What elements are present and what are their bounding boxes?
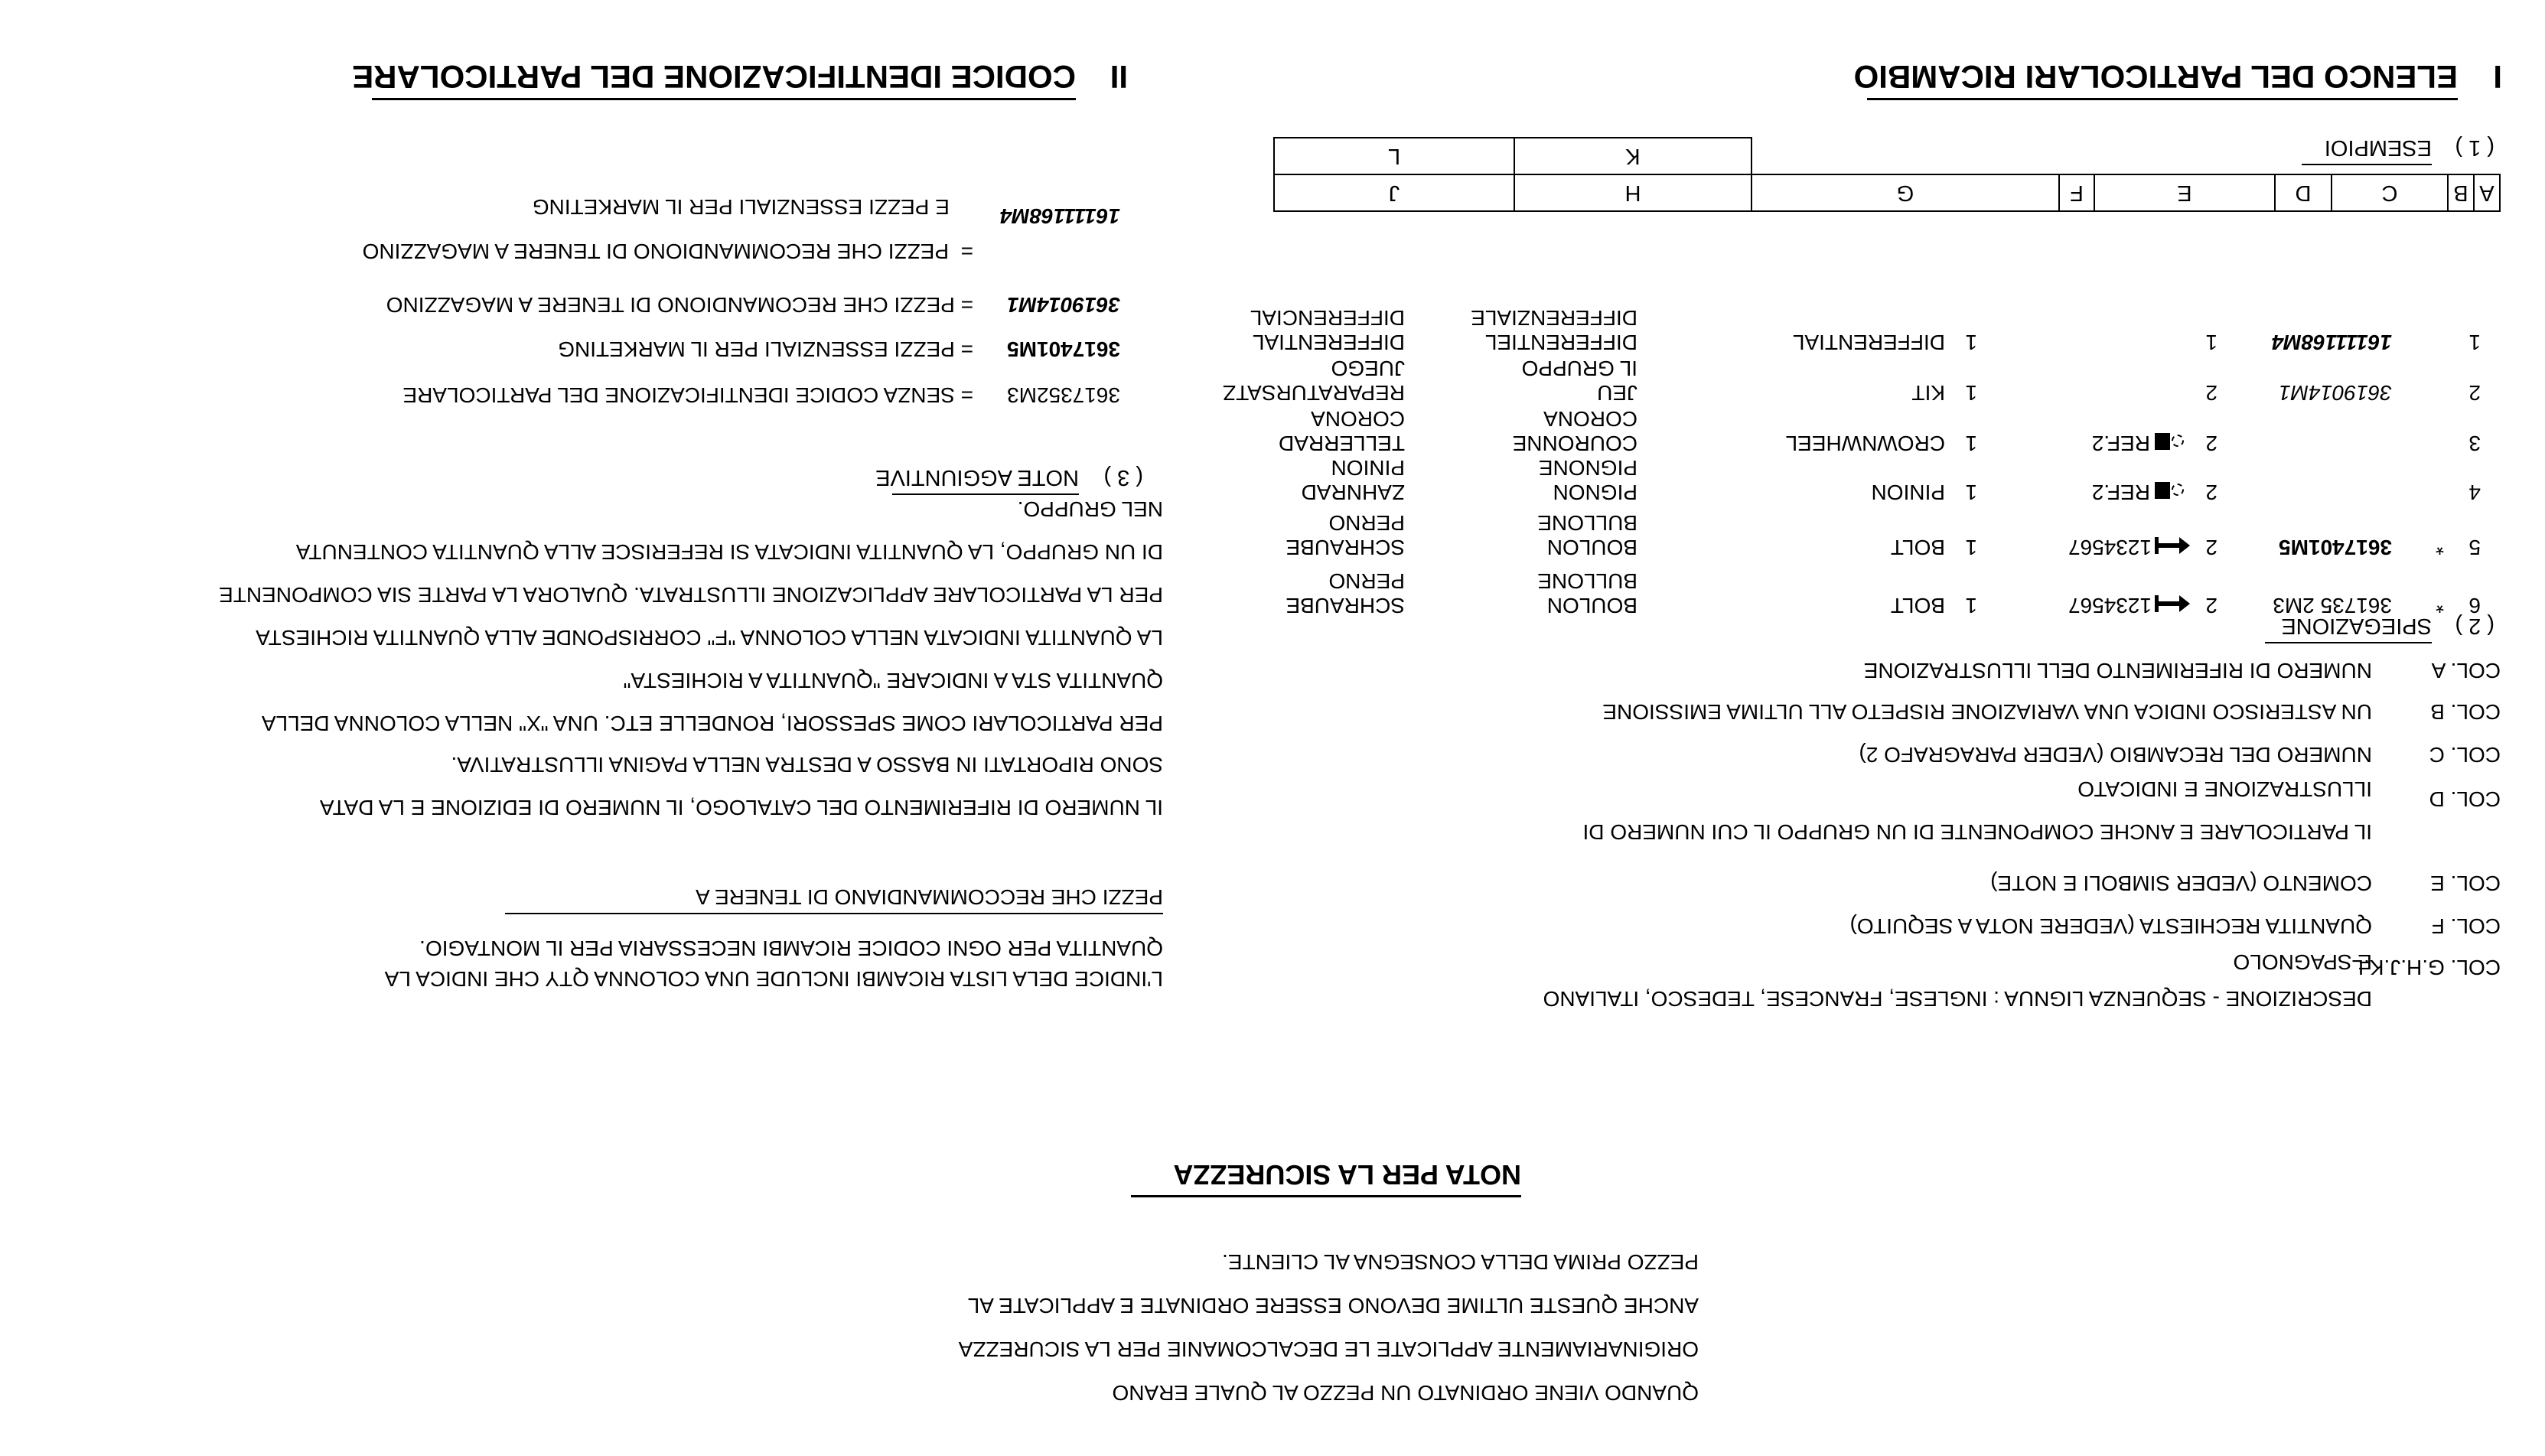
row-6-b: * xyxy=(2436,594,2444,617)
row-1-j: DIFFERENTIAL DIFFERENCIAL xyxy=(1250,306,1405,354)
row-2-f: 1 xyxy=(1965,381,1977,405)
row-1-g: DIFFERENTIAL xyxy=(1792,331,1945,354)
row-3-g: CROWNWHEEL xyxy=(1785,432,1945,455)
row-1-f: 1 xyxy=(1965,331,1977,354)
row-6-a: 6 xyxy=(2468,594,2481,617)
header-col-h: H xyxy=(1514,174,1752,211)
notes-paragraph-2: PER PARTICOLARI COME SPESSORI, RONDELLE ETC. UNA "X" NELLA COLONNA DELLA QUANTITA STA A INDICARE "QUANTITA A RICHIESTA" xyxy=(261,669,1163,735)
row-5-b: * xyxy=(2436,536,2444,559)
explain-text-d: IL PARTICOLARE E ANCHE COMPONENTE DI UN GRUPPO IL CUI NUMERO DI ILLUSTRAZIONE E INDICATO xyxy=(1582,777,2372,844)
row-3-a: 3 xyxy=(2468,432,2481,455)
row-1-a: 1 xyxy=(2468,331,2481,354)
notes-label: NOTE AGGIUNTIVE xyxy=(875,465,1079,490)
row-3-e xyxy=(2092,431,2185,455)
row-6-j: SCHRAUBE PERNO xyxy=(1286,569,1405,617)
explain-text-e: COMENTO (VEDER SIMBOLI E NOTE) xyxy=(1990,871,2372,895)
explain-text-b: UN ASTERISCO INDICA UNA VARIAZIONE RISPETO ALL ULTIMA EMISSIONE xyxy=(1602,700,2372,724)
section1-title-rule xyxy=(1867,98,2458,100)
explain-label: SPIEGAZIONE xyxy=(2281,614,2432,638)
row-3-j: TELLERRAD CORONA xyxy=(1279,407,1405,455)
explain-col-e: COL. E xyxy=(2430,871,2501,895)
row-4-g: PINION xyxy=(1871,480,1945,504)
row-5-a: 5 xyxy=(2468,536,2481,559)
section2-title-rule xyxy=(372,98,1076,100)
explain-text-ghjkl: DESCRIZIONE - SEQUENZA LIGNUA : INGLESE, FRANCESE, TEDESCO, ITALIANO E SPAGNOLO xyxy=(1543,950,2372,1011)
row-6-d: 2 xyxy=(2205,594,2218,617)
header-col-l: L xyxy=(1274,138,1514,174)
row-3-f: 1 xyxy=(1965,432,1977,455)
explain-text-f: QUANTITA RECHIESTA (VEDERE NOTA A SEQUITO) xyxy=(1849,914,2372,938)
code-3: 3617401M5 xyxy=(1007,337,1120,361)
header-col-g: G xyxy=(1752,174,2059,211)
row-6-c: 361735 2M3 xyxy=(2273,594,2392,617)
header-col-d: D xyxy=(2275,174,2332,211)
explain-text-c: NUMERO DEL RECAMBIO (VEDER PARAGRAFO 2) xyxy=(1859,743,2372,767)
columns-header-row-2 xyxy=(1274,138,2500,174)
explain-col-d: COL. D xyxy=(2429,787,2501,811)
row-6-f: 1 xyxy=(1965,594,1977,617)
row-4-e-text: REF.2 xyxy=(2091,480,2150,504)
code-2-text: = PEZZI CHE RECOMANDIONO DI TENERE A MAGAZZINO xyxy=(386,293,973,317)
row-4-e xyxy=(2092,480,2185,504)
notes-number: ( 3 ) xyxy=(1103,465,1143,490)
header-blank xyxy=(1752,138,2500,174)
row-4-d: 2 xyxy=(2205,480,2218,504)
row-5-j: SCHRAUBE PERNO xyxy=(1286,511,1405,559)
example-label: ESEMPIOI xyxy=(2324,135,2432,160)
code-1: 16111168M4 xyxy=(999,204,1120,228)
row-1-d: 1 xyxy=(2205,331,2218,354)
row-1-h: DIFFERENTIEL DIFFERENZIALE xyxy=(1471,306,1637,354)
row-5-f: 1 xyxy=(1965,536,1977,559)
arrow-icon xyxy=(2155,595,2190,612)
code-2: 3619014M1 xyxy=(1007,293,1120,317)
explain-text-a: NUMERO DI RIFERIMENTO DELL ILLUSTRAZIONE xyxy=(1863,659,2372,682)
columns-header-row xyxy=(1274,174,2500,211)
row-1-c: 16111168M4 xyxy=(2271,331,2392,354)
columns-header-table xyxy=(1273,137,2501,212)
explain-col-f: COL. F xyxy=(2431,914,2501,938)
example-number: ( 1 ) xyxy=(2455,135,2494,160)
notes-paragraph-1: LA QUANTITA INDICATA NELLA COLONNA "F" CORRISPONDE ALLA QUANTITA RICHIESTA PER LA PARTICOLARE APPLICAZIONE ILLUSTRATA. QUALORA LA PARTE SIA COMPONENTE DI UN GRUPPO, LA QUANTITA INDICATA SI REFERISCE ALLA QUANTITA CONTENUTA NEL GRUPPO. xyxy=(219,497,1163,650)
row-6-e-text: 1234567 xyxy=(2068,594,2152,617)
section2-title: CODICE IDENTIFICAZIONE DEL PARTICOLARE xyxy=(352,59,1076,95)
row-3-h: COURONNE CORONA xyxy=(1512,407,1637,455)
header-col-k: K xyxy=(1514,138,1752,174)
explain-col-a: COL. A xyxy=(2431,659,2501,682)
code-4-text: = SENZA CODICE IDENTIFICAZIONE DEL PARTICOLARE xyxy=(402,383,973,407)
explain-col-b: COL. B xyxy=(2430,700,2501,724)
arrow-icon xyxy=(2155,537,2190,554)
header-col-a: A xyxy=(2474,174,2500,211)
header-col-f: F xyxy=(2059,174,2094,211)
explain-label-rule xyxy=(2265,642,2432,643)
row-4-f: 1 xyxy=(1965,480,1977,504)
safety-title: NOTA PER LA SICUREZZA xyxy=(1173,1159,1521,1191)
row-5-g: BOLT xyxy=(1890,536,1945,559)
row-2-g: KIT xyxy=(1911,381,1945,405)
row-3-e-text: REF.2 xyxy=(2091,432,2150,455)
row-2-a: 2 xyxy=(2468,381,2481,405)
row-3-d: 2 xyxy=(2205,432,2218,455)
code-3-text: = PEZZI ESSENZIALI PER IL MARKETING xyxy=(558,337,973,361)
safety-title-rule xyxy=(1131,1195,1521,1197)
row-6-g: BOLT xyxy=(1890,594,1945,617)
section1-roman: I xyxy=(2493,59,2502,95)
explain-col-c: COL. C xyxy=(2429,743,2501,767)
row-2-d: 2 xyxy=(2205,381,2218,405)
row-5-d: 2 xyxy=(2205,536,2218,559)
row-5-c: 3617401M5 xyxy=(2279,536,2392,559)
notes-paragraph-3: IL NUMERO DI RIFERIMENTO DEL CATALOGO, IL NUMERO DI EDIZIONE E LA DATA SONO RIPORTATI IN BASSO A DESTRA NELLA PAGINA ILLUSTRATIVA. xyxy=(319,753,1163,819)
header-col-j: J xyxy=(1274,174,1514,211)
header-col-c: C xyxy=(2332,174,2448,211)
explain-col-ghjkl: COL. G.H.J.K.L xyxy=(2351,956,2501,979)
code-4: 3617352M3 xyxy=(1007,383,1120,407)
explain-number: ( 2 ) xyxy=(2455,614,2494,638)
ref-symbol-icon xyxy=(2155,480,2185,500)
row-6-h: BOULON BULLONE xyxy=(1537,569,1637,617)
safety-text: QUANDO VIENE ORDINATO UN PEZZO AL QUALE ERANO ORIGINARIAMENTE APPLICATE LE DECALCOMANIE PER LA SICUREZZA ANCHE QUESTE ULTIME DEVONO ESSERE ORDINATE E APPLICATE AL PEZZO PRIMA DELLA CONSEGNA AL CLIENTE. xyxy=(958,1250,1699,1405)
row-4-h: PIGNON PIGNONE xyxy=(1538,456,1637,504)
code-1-text: = PEZZI CHE RECOMMANDIONO DI TENERE A MAGAZZINO E PEZZI ESSENZIALI PER IL MARKETING xyxy=(362,195,973,263)
recommend-text: L'INDICE DELA LISTA RICAMBI INCLUDE UNA COLONNA QTY CHE INDICA LA QUANTITA PER OGNI CODICE RICAMBI NECESSARIA PER IL MONTAGIO. xyxy=(384,936,1163,991)
row-4-a: 4 xyxy=(2468,480,2481,504)
recommend-title: PEZZI CHE RECCOMMANDIANO DI TENERE A xyxy=(696,885,1163,909)
ref-symbol-icon xyxy=(2155,432,2185,451)
row-5-e-text: 1234567 xyxy=(2068,536,2152,559)
header-col-e: E xyxy=(2094,174,2275,211)
row-2-j: REPARATURSATZ JUEGO xyxy=(1222,357,1405,405)
row-2-h: JEU IL GRUPPO xyxy=(1521,357,1637,405)
row-5-h: BOULON BULLONE xyxy=(1537,511,1637,559)
row-5-e xyxy=(2068,535,2193,559)
row-6-e xyxy=(2068,593,2193,617)
recommend-title-rule xyxy=(505,913,1163,914)
row-4-j: ZAHNRAD PINION xyxy=(1301,456,1405,504)
header-col-b: B xyxy=(2448,174,2474,211)
row-2-c: 3619014M1 xyxy=(2279,381,2392,405)
section2-roman: II xyxy=(1110,59,1128,95)
section1-title: ELENCO DEL PARTICOLARI RICAMBIO xyxy=(1853,59,2458,95)
